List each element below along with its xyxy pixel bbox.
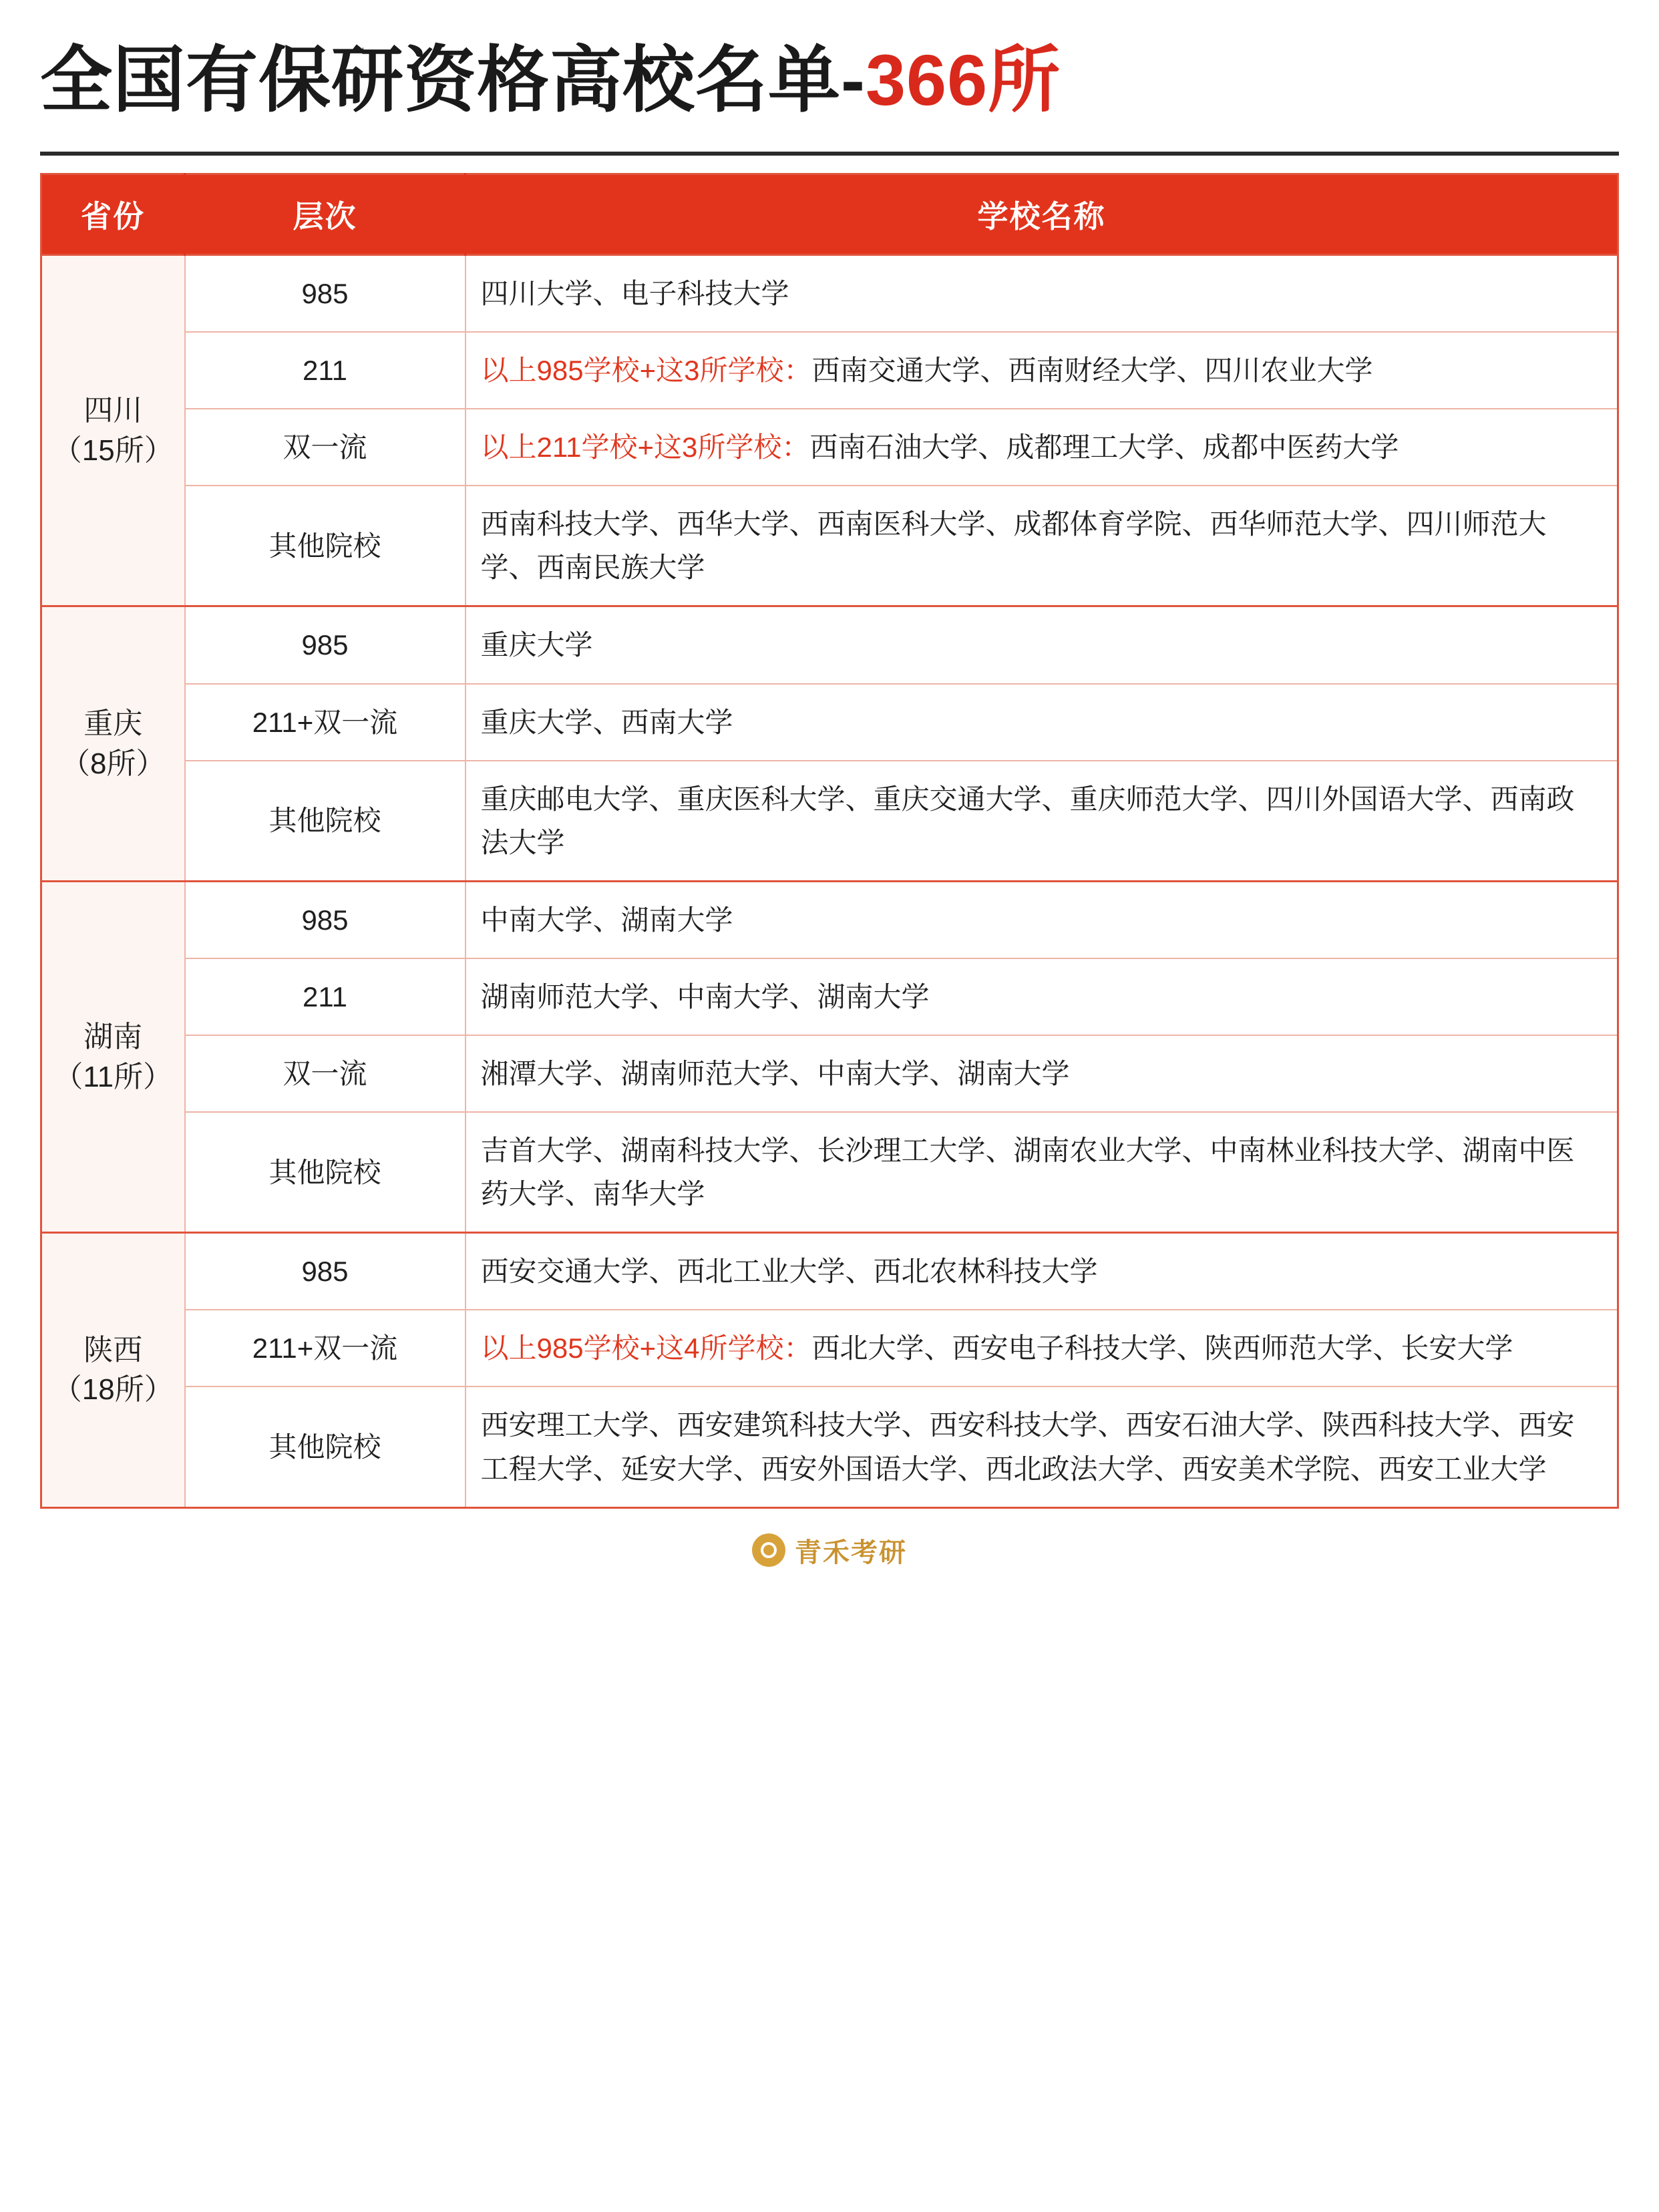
schools-cell — [466, 606, 1618, 684]
tier-cell: 双一流 — [185, 409, 466, 486]
schools-cell — [466, 1112, 1618, 1233]
province-cell-shaanxi — [41, 1233, 185, 1507]
tier-cell: 985 — [185, 881, 466, 958]
schools-cell — [466, 332, 1618, 409]
tier-cell: 其他院校 — [185, 761, 466, 882]
schools-cell — [466, 409, 1618, 486]
table-row — [41, 254, 1618, 332]
province-name: 陕西 — [83, 1334, 143, 1367]
schools-list: 西南交通大学、西南财经大学、四川农业大学 — [811, 355, 1373, 387]
schools-cell — [466, 1310, 1618, 1387]
table-row — [41, 684, 1618, 761]
schools-prefix: 以上985学校+这4所学校： — [480, 1332, 812, 1364]
tier-cell: 其他院校 — [185, 486, 466, 606]
province-count: （8所） — [61, 747, 166, 780]
column-header-tier: 层次 — [185, 174, 466, 254]
title-text — [40, 40, 1619, 121]
footer-watermark — [20, 1531, 1639, 1570]
tier-cell: 985 — [185, 254, 466, 332]
table-row — [41, 332, 1618, 409]
tier-cell: 211+双一流 — [185, 1310, 466, 1387]
table-header-row — [41, 174, 1618, 254]
schools-cell — [466, 958, 1618, 1035]
schools-prefix: 以上985学校+这3所学校： — [480, 355, 812, 387]
table-row — [41, 958, 1618, 1035]
tier-cell: 211+双一流 — [185, 684, 466, 761]
column-header-schools: 学校名称 — [466, 174, 1618, 254]
tier-cell: 双一流 — [185, 1035, 466, 1112]
schools-list: 吉首大学、湖南科技大学、长沙理工大学、湖南农业大学、中南林业科技大学、湖南中医药大学、南华大学 — [480, 1135, 1575, 1210]
province-count: （11所） — [53, 1060, 173, 1093]
schools-list: 重庆邮电大学、重庆医科大学、重庆交通大学、重庆师范大学、四川外国语大学、西南政法大学 — [480, 783, 1575, 858]
tier-cell: 其他院校 — [185, 1387, 466, 1507]
table-row — [41, 606, 1618, 684]
page-title — [20, 27, 1639, 140]
schools-list: 中南大学、湖南大学 — [480, 904, 733, 936]
table-row — [41, 881, 1618, 958]
province-name: 重庆 — [83, 707, 143, 741]
brand-name: 青禾考研 — [795, 1537, 907, 1568]
title-main: 全国有保研资格高校名单- — [40, 39, 866, 120]
schools-list: 湖南师范大学、中南大学、湖南大学 — [480, 980, 930, 1012]
province-name: 湖南 — [83, 1021, 143, 1054]
table-row — [41, 1310, 1618, 1387]
schools-list: 西南石油大学、成都理工大学、成都中医药大学 — [809, 431, 1399, 464]
schools-list: 重庆大学 — [480, 629, 593, 661]
province-count: （18所） — [52, 1373, 174, 1407]
schools-list: 四川大学、电子科技大学 — [480, 277, 789, 309]
tier-cell: 985 — [185, 606, 466, 684]
tier-cell: 211 — [185, 332, 466, 409]
schools-cell — [466, 761, 1618, 882]
province-count: （15所） — [52, 433, 174, 467]
schools-cell — [466, 1233, 1618, 1310]
schools-list: 西南科技大学、西华大学、西南医科大学、成都体育学院、西华师范大学、四川师范大学、西南民族大学 — [480, 508, 1547, 584]
title-count: 366所 — [865, 39, 1061, 120]
province-name: 四川 — [83, 394, 143, 427]
table-row — [41, 1233, 1618, 1310]
table-row — [41, 761, 1618, 882]
province-cell-hunan — [41, 881, 185, 1232]
tier-cell: 985 — [185, 1233, 466, 1310]
table-row — [41, 1035, 1618, 1112]
schools-list: 重庆大学、西南大学 — [480, 706, 733, 738]
schools-cell — [466, 254, 1618, 332]
schools-list: 西安理工大学、西安建筑科技大学、西安科技大学、西安石油大学、陕西科技大学、西安工程大学、延安大学、西安外国语大学、西北政法大学、西安美术学院、西安工业大学 — [480, 1409, 1575, 1485]
brand-logo-icon — [752, 1533, 785, 1567]
schools-cell — [466, 1035, 1618, 1112]
schools-cell — [466, 881, 1618, 958]
schools-list: 湘潭大学、湖南师范大学、中南大学、湖南大学 — [480, 1057, 1070, 1089]
tier-cell: 其他院校 — [185, 1112, 466, 1233]
column-header-province: 省份 — [41, 174, 185, 254]
schools-list: 西安交通大学、西北工业大学、西北农林科技大学 — [480, 1256, 1098, 1288]
schools-list: 西北大学、西安电子科技大学、陕西师范大学、长安大学 — [811, 1332, 1513, 1364]
universities-table — [40, 173, 1619, 1509]
schools-cell — [466, 1387, 1618, 1507]
table-row — [41, 1387, 1618, 1507]
table-row — [41, 486, 1618, 606]
schools-prefix: 以上211学校+这3所学校： — [480, 431, 810, 464]
tier-cell: 211 — [185, 958, 466, 1035]
province-cell-chongqing — [41, 606, 185, 881]
schools-cell — [466, 684, 1618, 761]
schools-cell — [466, 486, 1618, 606]
table-row — [41, 1112, 1618, 1233]
table-row — [41, 409, 1618, 486]
province-cell-sichuan — [41, 254, 185, 606]
title-divider — [40, 152, 1619, 156]
